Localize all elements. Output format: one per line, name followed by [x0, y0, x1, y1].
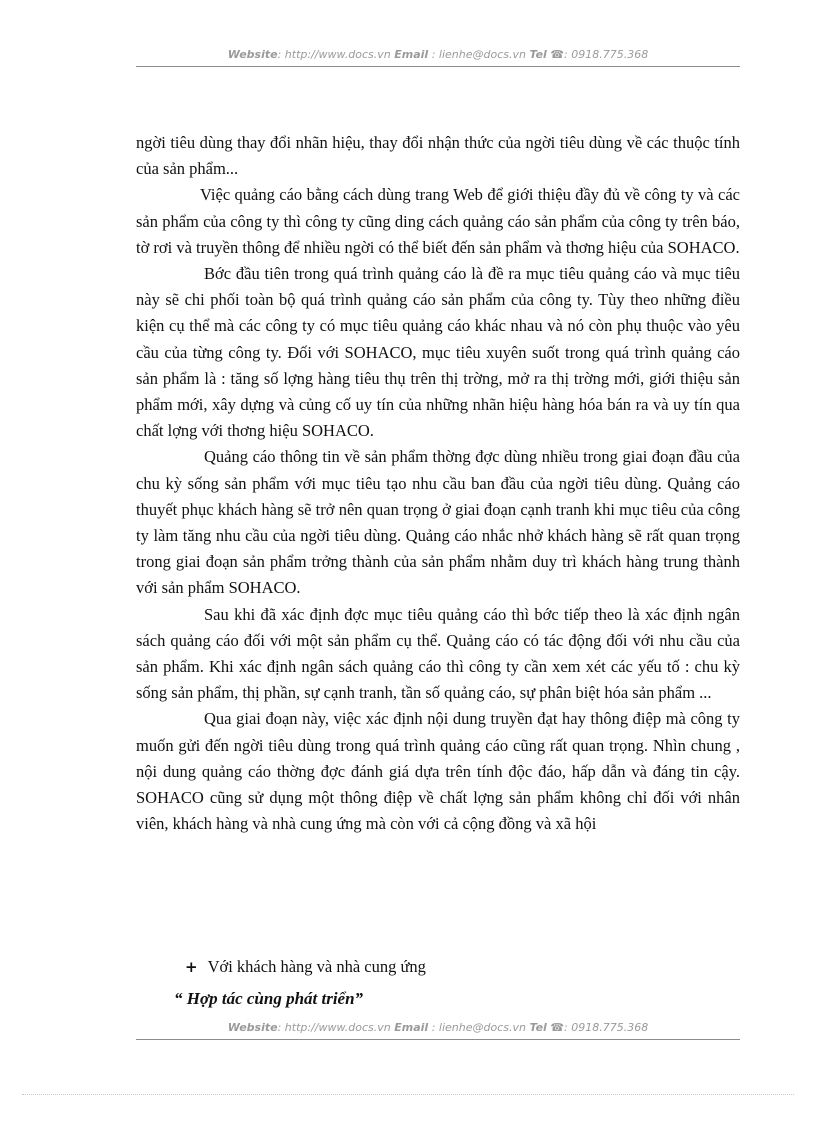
plus-icon: + — [185, 958, 198, 976]
tel-label: Tel — [529, 48, 547, 61]
phone-icon: ☎ — [550, 48, 565, 61]
tel-value: : 0918.775.368 — [564, 48, 649, 61]
paragraph-6: Qua giai đoạn này, việc xác định nội dung truyền đạt hay thông điệp mà công ty muốn gửi đến ngời tiêu dùng trong quá trình quảng cáo cũng rất quan trọng. Nhìn chung , nội dung quảng cáo thờng đợc đánh giá dựa trên tính độc đáo, hấp dẫn và đáng tin cậy. SOHACO cũng sử dụng một thông điệp về chất lợng sản phẩm không chỉ đối với nhân viên, khách hàng và nhà cung ứng mà còn với cả cộng đồng và xã hội — [136, 709, 740, 834]
footer-rule — [136, 1039, 740, 1040]
paragraph-1: ngời tiêu dùng thay đổi nhãn hiệu, thay đổi nhận thức của ngời tiêu dùng về các thuộc tính của sản phẩm... — [136, 133, 740, 179]
paragraph-5: Sau khi đã xác định đợc mục tiêu quảng cáo thì bớc tiếp theo là xác định ngân sách quảng cáo đối với một sản phẩm cụ thể. Quảng cáo có tác động đối với nhu cầu của sản phẩm. Khi xác định ngân sách quảng cáo thì công ty cần xem xét các yếu tố : chu kỳ sống sản phẩm, thị phần, sự cạnh tranh, tần số quảng cáo, sự phân biệt hóa sản phẩm ... — [136, 604, 740, 703]
bullet-item — [185, 956, 426, 978]
website-label: Website — [227, 48, 278, 61]
footer-tel-value: : 0918.775.368 — [564, 1021, 649, 1034]
header-rule — [136, 66, 740, 67]
footer-website-url: : http://www.docs.vn — [277, 1021, 391, 1034]
document-body — [136, 130, 740, 837]
slogan: “ Hợp tác cùng phát triển” — [174, 989, 364, 1008]
footer-phone-icon: ☎ — [550, 1021, 565, 1034]
paragraph-2: Việc quảng cáo bằng cách dùng trang Web để giới thiệu đầy đủ về công ty và các sản phẩm của công ty thì công ty cũng ding cách quảng cáo sản phẩm của công ty trên báo, tờ rơi và truyền thông để nhiều ngời có thể biết đến sản phẩm và thơng hiệu của SOHACO. — [136, 185, 740, 257]
footer-website-label: Website — [227, 1021, 278, 1034]
website-url: : http://www.docs.vn — [277, 48, 391, 61]
page-footer — [136, 1021, 740, 1034]
email-value: : lienhe@docs.vn — [428, 48, 526, 61]
page-header — [136, 48, 740, 61]
footer-tel-label: Tel — [529, 1021, 547, 1034]
paragraph-3: Bớc đầu tiên trong quá trình quảng cáo là đề ra mục tiêu quảng cáo và mục tiêu này sẽ chi phối toàn bộ quá trình quảng cáo sản phẩm của công ty. Tùy theo những điều kiện cụ thể mà các công ty có mục tiêu quảng cáo khác nhau và nó còn phụ thuộc vào yêu cầu của từng công ty. Đối với SOHACO, mục tiêu xuyên suốt trong quá trình quảng cáo sản phẩm là : tăng số lợng hàng tiêu thụ trên thị trờng, mở ra thị trờng mới, giới thiệu sản phẩm mới, xây dựng và củng cố uy tín của những nhãn hiệu hàng hóa bán ra và uy tín qua chất lợng với thơng hiệu SOHACO. — [136, 264, 740, 441]
email-label: Email — [394, 48, 429, 61]
page-edge-divider — [22, 1094, 794, 1095]
bullet-text: Với khách hàng và nhà cung ứng — [207, 957, 426, 976]
footer-email-value: : lienhe@docs.vn — [428, 1021, 526, 1034]
paragraph-4: Quảng cáo thông tin về sản phẩm thờng đợc dùng nhiều trong giai đoạn đầu của chu kỳ sống sản phẩm với mục tiêu tạo nhu cầu ban đầu của ngời tiêu dùng. Quảng cáo thuyết phục khách hàng sẽ trở nên quan trọng ở giai đoạn cạnh tranh khi mục tiêu của công ty làm tăng nhu cầu của ngời tiêu dùng. Quảng cáo nhắc nhở khách hàng sẽ rất quan trọng trong giai đoạn sản phẩm trởng thành của sản phẩm nhằm duy trì khách hàng trung thành với sản phẩm SOHACO. — [136, 447, 740, 598]
footer-email-label: Email — [394, 1021, 429, 1034]
